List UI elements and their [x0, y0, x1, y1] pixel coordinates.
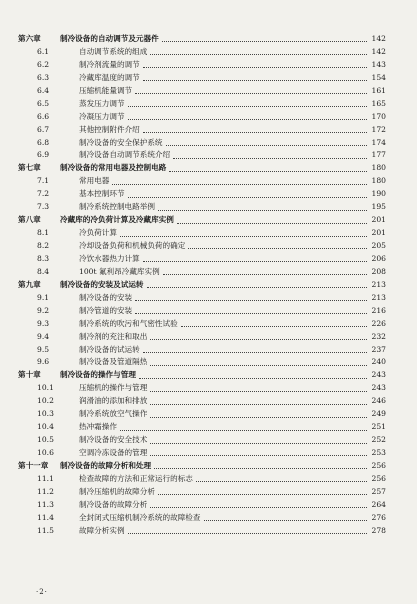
toc-section-entry — [18, 447, 386, 460]
entry-page-number: 208 — [371, 266, 386, 276]
entry-page-number: 172 — [371, 124, 386, 134]
entry-page-number: 142 — [371, 34, 386, 43]
entry-page-number: 170 — [371, 111, 386, 121]
entry-title: 全封闭式压缩机制冷系统的故障检查 — [79, 512, 201, 522]
entry-number: 8.2 — [37, 241, 50, 250]
entry-page-number: 256 — [371, 473, 386, 483]
entry-page-number: 278 — [371, 525, 386, 535]
toc-chapter-entry — [18, 279, 386, 292]
entry-page-number: 154 — [371, 72, 386, 82]
entry-page-number: 177 — [371, 150, 386, 160]
dot-leader — [120, 429, 367, 431]
dot-leader — [177, 222, 367, 224]
toc-section-entry — [18, 382, 386, 395]
entry-title: 制冷压缩机的故障分析 — [79, 486, 155, 496]
dot-leader — [166, 144, 367, 146]
dot-leader — [204, 519, 368, 521]
dot-leader — [150, 454, 367, 456]
toc-section-entry — [18, 240, 386, 253]
entry-number: 11.3 — [37, 499, 54, 509]
entry-title: 常用电器 — [79, 176, 110, 186]
entry-title: 冷藏库的冷负荷计算及冷藏库实例 — [60, 215, 174, 225]
entry-title: 制冷设备的试运转 — [79, 344, 140, 354]
toc-section-entry — [18, 46, 386, 59]
entry-number: 9.5 — [37, 344, 50, 354]
entry-number: 第七章 — [18, 163, 41, 173]
entry-number: 6.4 — [37, 85, 50, 95]
entry-number: 11.5 — [37, 525, 54, 535]
entry-title: 故障分析实例 — [79, 525, 125, 535]
toc-section-entry — [18, 344, 386, 357]
toc-section-entry — [18, 408, 386, 421]
entry-title: 制冷系统控制电路举例 — [79, 202, 155, 212]
toc-section-entry — [18, 292, 386, 305]
dot-leader — [112, 183, 367, 185]
dot-leader — [128, 196, 367, 198]
entry-number: 8.3 — [37, 253, 50, 263]
entry-page-number: 240 — [371, 357, 386, 367]
toc-section-entry — [18, 124, 386, 137]
entry-page-number: 249 — [371, 409, 386, 419]
toc-section-entry — [18, 499, 386, 512]
entry-number: 6.2 — [37, 59, 50, 69]
toc-section-entry — [18, 98, 386, 111]
entry-title: 冷藏库温度的调节 — [79, 72, 140, 82]
entry-title: 制冷管道的安装 — [79, 305, 133, 315]
entry-number: 第六章 — [18, 34, 41, 43]
toc-section-entry — [18, 486, 386, 499]
entry-title: 润滑油的添加和排放 — [79, 396, 148, 406]
entry-page-number: 201 — [371, 228, 386, 238]
entry-number: 6.1 — [37, 46, 50, 56]
entry-number: 7.3 — [37, 202, 50, 212]
entry-page-number: 161 — [371, 85, 386, 95]
dot-leader — [196, 480, 367, 482]
entry-title: 制冷设备的操作与管理 — [60, 370, 136, 380]
entry-title: 自动调节系统的组成 — [79, 46, 148, 56]
dot-leader — [128, 532, 367, 534]
dot-leader — [139, 377, 367, 379]
toc-section-entry — [18, 356, 386, 369]
entry-number: 第九章 — [18, 279, 41, 289]
toc-section-entry — [18, 111, 386, 124]
entry-title: 制冷设备的安全技术 — [79, 435, 148, 445]
toc-section-entry — [18, 421, 386, 434]
entry-page-number: 143 — [371, 59, 386, 69]
entry-number: 第八章 — [18, 215, 41, 225]
entry-page-number: 251 — [371, 422, 386, 432]
toc-chapter-entry — [18, 460, 386, 473]
entry-page-number: 257 — [371, 486, 386, 496]
entry-page-number: 165 — [371, 98, 386, 108]
toc-section-entry — [18, 253, 386, 266]
toc-section-entry — [18, 175, 386, 188]
entry-number: 11.1 — [37, 473, 54, 483]
entry-number: 9.1 — [37, 292, 50, 302]
dot-leader — [135, 312, 367, 314]
entry-number: 6.7 — [37, 124, 50, 134]
entry-title: 制冷设备的故障分析 — [79, 499, 148, 509]
dot-leader — [128, 118, 367, 120]
toc-section-entry — [18, 137, 386, 150]
entry-title: 基本控制环节 — [79, 189, 125, 199]
entry-page-number: 252 — [371, 435, 386, 445]
entry-page-number: 253 — [371, 448, 386, 457]
entry-title: 制冷系统放空气操作 — [79, 409, 148, 419]
toc-chapter-entry — [18, 162, 386, 175]
entry-number: 9.3 — [37, 318, 50, 328]
entry-page-number: 174 — [371, 137, 386, 147]
entry-number: 8.1 — [37, 228, 50, 238]
entry-page-number: 180 — [371, 163, 386, 173]
dot-leader — [143, 260, 367, 262]
toc-section-entry — [18, 473, 386, 486]
entry-page-number: 201 — [371, 215, 386, 225]
toc-section-entry — [18, 85, 386, 98]
entry-title: 制冷设备及管道隔热 — [79, 357, 148, 367]
entry-page-number: 243 — [371, 383, 386, 393]
dot-leader — [169, 170, 367, 172]
entry-title: 压缩机能量调节 — [79, 85, 133, 95]
toc-section-entry — [18, 512, 386, 525]
entry-title: 冷凝压力调节 — [79, 111, 125, 121]
entry-number: 10.6 — [37, 448, 54, 457]
entry-title: 制冷设备的常用电器及控制电路 — [60, 163, 167, 173]
entry-title: 制冷剂流量的调节 — [79, 59, 140, 69]
entry-page-number: 142 — [371, 46, 386, 56]
toc-section-entry — [18, 149, 386, 162]
entry-page-number: 180 — [371, 176, 386, 186]
entry-number: 6.6 — [37, 111, 50, 121]
toc-section-entry — [18, 305, 386, 318]
entry-title: 冷却设备负荷和机械负荷的确定 — [79, 241, 186, 250]
toc-section-entry — [18, 188, 386, 201]
entry-title: 冷负荷计算 — [79, 228, 117, 238]
entry-title: 制冷系统的吹污和气密性试验 — [79, 318, 178, 328]
dot-leader — [150, 403, 367, 405]
dot-leader — [150, 364, 367, 366]
entry-page-number: 246 — [371, 396, 386, 406]
dot-leader — [150, 416, 367, 418]
entry-number: 10.1 — [37, 383, 54, 393]
entry-title: 制冷设备的自动调节及元器件 — [60, 34, 159, 43]
dot-leader — [143, 131, 367, 133]
dot-leader — [181, 325, 367, 327]
entry-title: 压缩机的操作与管理 — [79, 383, 148, 393]
dot-leader — [154, 467, 367, 469]
entry-page-number: 213 — [371, 292, 386, 302]
entry-number: 6.3 — [37, 72, 50, 82]
entry-page-number: 190 — [371, 189, 386, 199]
entry-page-number: 195 — [371, 202, 386, 212]
entry-title: 空调冷冻设备的管理 — [79, 448, 148, 457]
entry-title: 制冷设备的安装 — [79, 292, 133, 302]
toc-section-entry — [18, 59, 386, 72]
dot-leader — [158, 209, 367, 211]
dot-leader — [188, 247, 367, 249]
entry-page-number: 213 — [371, 279, 386, 289]
entry-page-number: 256 — [371, 460, 386, 470]
entry-page-number: 206 — [371, 253, 386, 263]
entry-number: 7.1 — [37, 176, 50, 186]
entry-number: 11.2 — [37, 486, 54, 496]
toc-chapter-entry — [18, 214, 386, 227]
entry-title: 检查故障的方法和正常运行的标志 — [79, 473, 193, 483]
entry-page-number: 243 — [371, 370, 386, 380]
dot-leader — [150, 506, 367, 508]
toc-section-entry — [18, 201, 386, 214]
entry-title: 制冷设备的安装及试运转 — [60, 279, 144, 289]
entry-number: 10.2 — [37, 396, 54, 406]
entry-number: 7.2 — [37, 189, 50, 199]
entry-title: 制冷设备的安全保护系统 — [79, 137, 163, 147]
entry-page-number: 232 — [371, 331, 386, 341]
dot-leader — [135, 92, 367, 94]
dot-leader — [150, 53, 367, 55]
entry-number: 8.4 — [37, 266, 50, 276]
dot-leader — [135, 299, 367, 301]
toc-section-entry — [18, 434, 386, 447]
entry-title: 制冷剂的充注和取出 — [79, 331, 148, 341]
dot-leader — [120, 235, 367, 237]
entry-number: 第十章 — [18, 370, 41, 380]
dot-leader — [150, 338, 367, 340]
dot-leader — [162, 40, 367, 42]
entry-page-number: 216 — [371, 305, 386, 315]
entry-title: 蒸发压力调节 — [79, 98, 125, 108]
page-number-footer: ·2· — [36, 588, 48, 596]
entry-title: 冷饮水器热力计算 — [79, 253, 140, 263]
entry-number: 6.5 — [37, 98, 50, 108]
entry-number: 9.6 — [37, 357, 50, 367]
toc-section-entry — [18, 525, 386, 538]
dot-leader — [158, 493, 367, 495]
toc-chapter-entry — [18, 33, 386, 46]
entry-title: 热冲霜操作 — [79, 422, 117, 432]
entry-number: 9.2 — [37, 305, 50, 315]
toc-section-entry — [18, 72, 386, 85]
entry-number: 9.4 — [37, 331, 50, 341]
entry-number: 11.4 — [37, 512, 54, 522]
dot-leader — [147, 286, 367, 288]
entry-number: 10.3 — [37, 409, 54, 419]
dot-leader — [143, 351, 367, 353]
entry-title: 制冷设备自动调节系统介绍 — [79, 150, 171, 160]
dot-leader — [128, 105, 367, 107]
entry-number: 6.9 — [37, 150, 50, 160]
dot-leader — [150, 390, 367, 392]
toc-section-entry — [18, 395, 386, 408]
table-of-contents — [18, 33, 386, 538]
dot-leader — [150, 442, 367, 444]
entry-number: 第十一章 — [18, 460, 49, 470]
entry-page-number: 237 — [371, 344, 386, 354]
toc-section-entry — [18, 331, 386, 344]
dot-leader — [173, 157, 367, 159]
toc-section-entry — [18, 318, 386, 331]
toc-section-entry — [18, 227, 386, 240]
entry-number: 10.4 — [37, 422, 54, 432]
entry-page-number: 205 — [371, 241, 386, 250]
entry-title: 制冷设备的故障分析和处理 — [60, 460, 152, 470]
entry-title: 其他控制附件介绍 — [79, 124, 140, 134]
entry-title: 100t 氟利昂冷藏库实例 — [79, 266, 160, 276]
dot-leader — [143, 66, 367, 68]
entry-page-number: 276 — [371, 512, 386, 522]
dot-leader — [143, 79, 367, 81]
toc-section-entry — [18, 266, 386, 279]
dot-leader — [163, 273, 367, 275]
entry-page-number: 264 — [371, 499, 386, 509]
entry-number: 6.8 — [37, 137, 50, 147]
entry-page-number: 226 — [371, 318, 386, 328]
entry-number: 10.5 — [37, 435, 54, 445]
toc-chapter-entry — [18, 369, 386, 382]
